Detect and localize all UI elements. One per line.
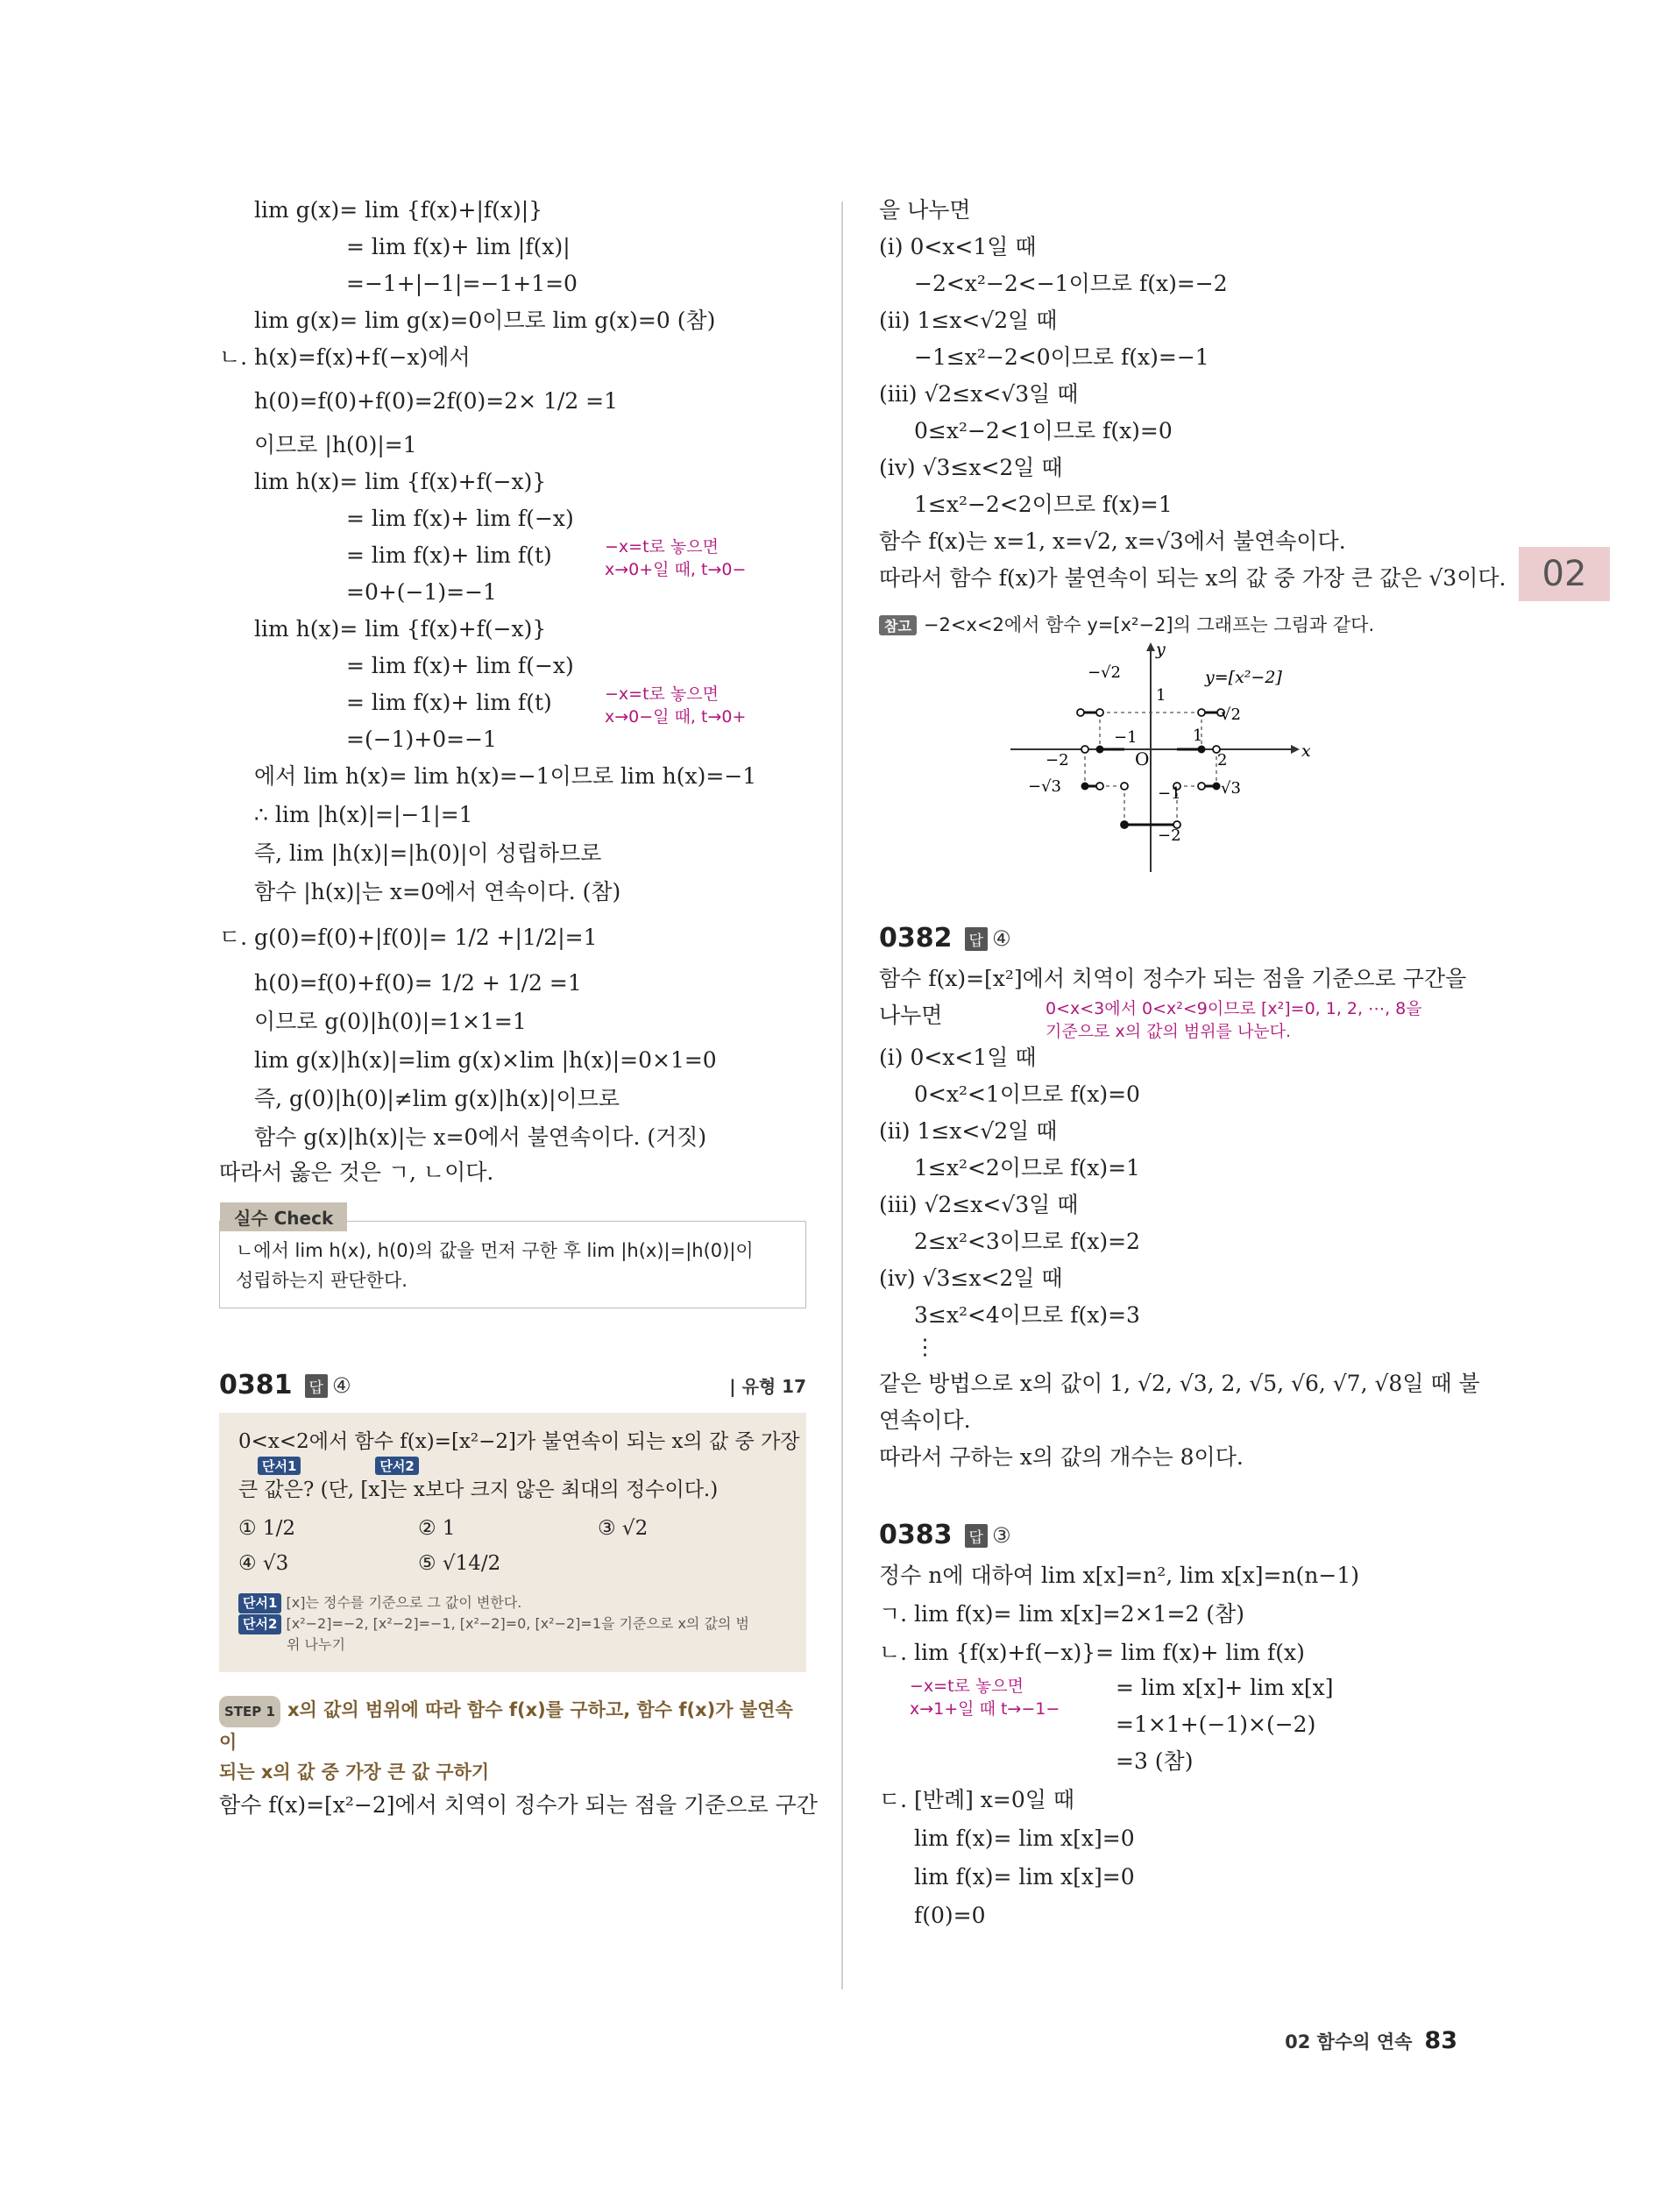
solution-line: 연속이다.	[879, 1407, 971, 1433]
check-line: ㄴ에서 lim h(x), h(0)의 값을 먼저 구한 후 lim |h(x)|=|h(0)|이	[236, 1240, 754, 1261]
label-neg-sqrt2: −√2	[1088, 663, 1122, 682]
solution-line: −1≤x²−2<0이므로 f(x)=−1	[914, 344, 1209, 370]
problem-text: 0<x<2에서 함수 f(x)=[x²−2]가 불연속이 되는 x의 값 중 가장	[238, 1430, 800, 1453]
label-neg-sqrt3: −√3	[1028, 777, 1062, 796]
choice[interactable]: ④ √3	[238, 1552, 289, 1575]
right-column	[879, 197, 1506, 1929]
label-x2: 2	[1217, 751, 1228, 769]
solution-line: =3 (참)	[1116, 1748, 1194, 1774]
solution-line: f(0)=0	[914, 1903, 986, 1928]
solution-line: lim f(x)= lim x[x]=0	[914, 1864, 1135, 1890]
solution-line: 이므로 g(0)|h(0)|=1×1=1	[254, 1009, 527, 1034]
solution-line: lim g(x)|h(x)|=lim g(x)×lim |h(x)|=0×1=0	[254, 1047, 717, 1073]
solution-line: (ⅲ) √2≤x<√3일 때	[879, 381, 1079, 407]
solution-line: 함수 g(x)|h(x)|는 x=0에서 불연속이다. (거짓)	[254, 1124, 707, 1150]
solution-line: 즉, g(0)|h(0)|≠lim g(x)|h(x)|이므로	[254, 1086, 620, 1111]
solution-line: ∴ lim |h(x)|=|−1|=1	[254, 802, 473, 827]
solution-line: 1≤x²−2<2이므로 f(x)=1	[914, 492, 1173, 517]
problem-box	[219, 1413, 806, 1672]
solution-line: = lim f(x)+ lim f(t)	[346, 542, 552, 568]
clue1-tag: 단서1	[258, 1457, 301, 1475]
problem-text: 큰 값은? (단, [x]는 x보다 크지 않은 최대의 정수이다.)	[238, 1478, 719, 1501]
solution-line: lim g(x)= lim g(x)=0이므로 lim g(x)=0 (참)	[254, 308, 716, 333]
solution-line: 정수 n에 대하여 lim x[x]=n², lim x[x]=n(n−1)	[879, 1563, 1360, 1588]
check-line: 성립하는지 판단한다.	[236, 1270, 408, 1291]
x-axis-label: x	[1301, 741, 1311, 761]
x-axis-arrow	[1291, 745, 1300, 754]
solution-line: lim f(x)= lim x[x]=0	[914, 1826, 1135, 1851]
solution-line: ㄷ. [반례] x=0일 때	[879, 1787, 1074, 1812]
column-divider	[841, 202, 843, 1989]
check-tab: 실수 Check	[220, 1202, 347, 1231]
solution-line: 같은 방법으로 x의 값이 1, √2, √3, 2, √5, √6, √7, √8일 때 불	[879, 1371, 1480, 1396]
solution-line: 이므로 |h(0)|=1	[254, 432, 417, 457]
question-number: 0383	[879, 1520, 953, 1550]
left-column	[219, 197, 818, 1819]
solution-line: =0+(−1)=−1	[346, 579, 497, 605]
solution-line: (ⅰ) 0<x<1일 때	[879, 234, 1037, 259]
question-number: 0382	[879, 923, 953, 954]
solution-line: = lim f(x)+ lim f(−x)	[346, 653, 574, 678]
question-number: 0381	[219, 1370, 293, 1400]
solution-line: 3≤x²<4이므로 f(x)=3	[914, 1302, 1140, 1328]
reference-note: 참고 −2<x<2에서 함수 y=[x²−2]의 그래프는 그림과 같다.	[879, 611, 1484, 637]
label-x1: 1	[1193, 727, 1203, 745]
solution-line: ⋮	[914, 1334, 936, 1359]
chapter-tab: 02	[1519, 547, 1610, 601]
y-axis-arrow	[1146, 642, 1155, 651]
solution-line: 함수 |h(x)|는 x=0에서 연속이다. (참)	[254, 879, 621, 904]
answer-label: 답 ④	[305, 1373, 351, 1398]
solution-line: = lim f(x)+ lim |f(x)|	[346, 234, 571, 259]
solution-line: lim h(x)= lim {f(x)+f(−x)}	[254, 469, 547, 494]
solution-line: 을 나누면	[879, 197, 971, 223]
solution-line: 따라서 옳은 것은 ㄱ, ㄴ이다.	[219, 1159, 494, 1185]
question-0382	[879, 923, 1484, 1471]
label-y-neg1: −1	[1158, 784, 1181, 803]
solution-line: 함수 f(x)=[x²]에서 치역이 정수가 되는 점을 기준으로 구간을	[879, 966, 1467, 991]
solution-line: 0≤x²−2<1이므로 f(x)=0	[914, 418, 1173, 443]
solution-line: h(0)=f(0)+f(0)= 1/2 + 1/2 =1	[254, 970, 582, 996]
step-title: STEP 1 x의 값의 범위에 따라 함수 f(x)를 구하고, 함수 f(x)가 불연속이	[219, 1695, 806, 1757]
solution-line: (ⅱ) 1≤x<√2일 때	[879, 308, 1058, 333]
range-note: 0<x<3에서 0<x²<9이므로 [x²]=0, 1, 2, ⋯, 8을 기준으로 x의 값의 범위를 나눈다.	[1046, 999, 1422, 1041]
solution-line: 나누면	[879, 1003, 943, 1028]
answer-label: 답 ③	[965, 1523, 1011, 1548]
solution-line: 따라서 함수 f(x)가 불연속이 되는 x의 값 중 가장 큰 값은 √3이다.	[879, 565, 1506, 591]
answer-label: 답 ④	[965, 926, 1011, 951]
page-footer	[1285, 2027, 1457, 2054]
solution-line: 함수 f(x)는 x=1, x=√2, x=√3에서 불연속이다.	[879, 528, 1346, 554]
type-tag: | 유형 17	[729, 1376, 806, 1397]
label-y-neg2: −2	[1158, 826, 1181, 845]
choice[interactable]: ① 1/2	[238, 1517, 295, 1540]
solution-line: =1×1+(−1)×(−2)	[1116, 1712, 1316, 1737]
solution-line: =−1+|−1|=−1+1=0	[346, 271, 578, 296]
solution-line: ㄴ. lim {f(x)+f(−x)}= lim f(x)+ lim f(x)	[879, 1640, 1305, 1665]
function-label: y=[x²−2]	[1205, 668, 1282, 687]
solution-line: = lim f(x)+ lim f(−x)	[346, 506, 574, 531]
clue2-text: 위 나누기	[287, 1636, 345, 1653]
mistake-check-box	[219, 1208, 806, 1308]
page-number: 83	[1424, 2027, 1457, 2054]
y-axis-label: y	[1156, 642, 1166, 659]
solution-line: 따라서 구하는 x의 값의 개수는 8이다.	[879, 1444, 1244, 1470]
footer-chapter-label: 02 함수의 연속	[1285, 2031, 1413, 2053]
clue2-tag: 단서2	[375, 1457, 418, 1475]
solution-line: 0<x²<1이므로 f(x)=0	[914, 1081, 1140, 1107]
solution-line: 에서 lim h(x)= lim h(x)=−1이므로 lim h(x)=−1	[254, 763, 757, 789]
choice[interactable]: ⑤ √14/2	[418, 1552, 501, 1575]
solution-line: ㄱ. lim f(x)= lim x[x]=2×1=2 (참)	[879, 1601, 1244, 1627]
substitution-note: −x=t로 놓으면 x→0+일 때, t→0−	[605, 537, 747, 579]
solution-line: −2<x²−2<−1이므로 f(x)=−2	[914, 271, 1228, 296]
solution-line: (ⅳ) √3≤x<2일 때	[879, 455, 1063, 480]
label-y1: 1	[1156, 686, 1166, 705]
solution-line: (ⅰ) 0<x<1일 때	[879, 1045, 1037, 1070]
step-function-graph	[1010, 642, 1326, 879]
label-sqrt2: √2	[1221, 705, 1241, 724]
substitution-note: −x=t로 놓으면 x→0−일 때, t→0+	[605, 684, 747, 727]
solution-line: =(−1)+0=−1	[346, 727, 497, 752]
solution-line: lim h(x)= lim {f(x)+f(−x)}	[254, 616, 547, 642]
solution-line: (ⅲ) √2≤x<√3일 때	[879, 1192, 1079, 1217]
choices	[238, 1517, 787, 1575]
solution-line: 1≤x²<2이므로 f(x)=1	[914, 1155, 1140, 1181]
solution-line: (ⅱ) 1≤x<√2일 때	[879, 1118, 1058, 1144]
solution-line: ㄴ. h(x)=f(x)+f(−x)에서	[219, 344, 471, 370]
solution-line: ㄷ. g(0)=f(0)+|f(0)|= 1/2 +|1/2|=1	[219, 925, 598, 950]
choice[interactable]: ② 1	[418, 1517, 456, 1540]
question-0383	[879, 1520, 1484, 1929]
solution-line: 함수 f(x)=[x²−2]에서 치역이 정수가 되는 점을 기준으로 구간	[219, 1792, 818, 1818]
clue2-text: 단서2 [x²−2]=−2, [x²−2]=−1, [x²−2]=0, [x²−2]=1을 기준으로 x의 값의 범	[238, 1613, 787, 1634]
solution-line: 2≤x²<3이므로 f(x)=2	[914, 1229, 1140, 1254]
substitution-note: −x=t로 놓으면 x→1+일 때 t→−1−	[910, 1677, 1060, 1719]
label-x-neg2: −2	[1046, 751, 1069, 769]
solution-line: = lim f(x)+ lim f(t)	[346, 690, 552, 715]
question-0381	[219, 1370, 818, 1819]
solution-line: 즉, lim |h(x)|=|h(0)|이 성립하므로	[254, 840, 602, 866]
solution-line: = lim x[x]+ lim x[x]	[1116, 1675, 1334, 1700]
solution-line: lim g(x)= lim {f(x)+|f(x)|}	[254, 197, 543, 223]
origin-label: O	[1135, 748, 1150, 769]
label-x-neg1: −1	[1114, 728, 1138, 747]
choice[interactable]: ③ √2	[598, 1517, 649, 1540]
label-sqrt3: √3	[1221, 779, 1241, 798]
solution-line: (ⅳ) √3≤x<2일 때	[879, 1266, 1063, 1291]
solution-line: h(0)=f(0)+f(0)=2f(0)=2× 1/2 =1	[254, 388, 619, 414]
clue1-text: 단서1 [x]는 정수를 기준으로 그 값이 변한다.	[238, 1592, 787, 1613]
step-title: 되는 x의 값 중 가장 큰 값 구하기	[219, 1762, 490, 1783]
